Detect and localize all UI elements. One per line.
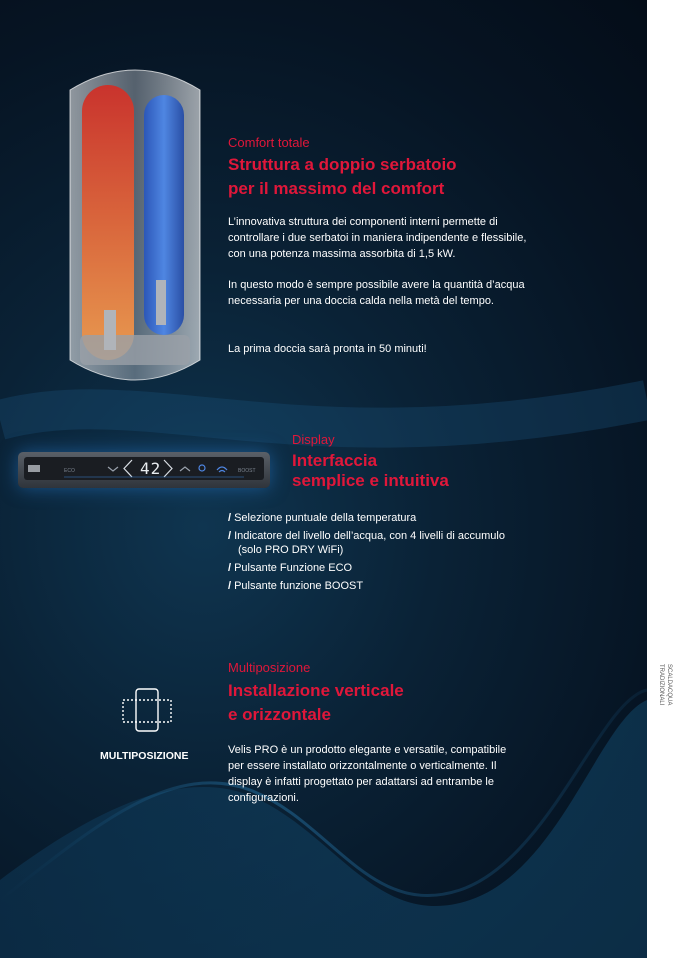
bullet-text: Indicatore del livello dell’acqua, con 4 livelli di accumulo (solo PRO DRY WiFi) xyxy=(234,530,505,556)
list-item xyxy=(228,561,528,575)
bullet-marker: / xyxy=(228,580,232,592)
display-headline: Interfaccia semplice e intuitiva xyxy=(292,451,449,490)
svg-text:BOOST: BOOST xyxy=(238,468,256,474)
comfort-paragraph-3: La prima doccia sarà pronta in 50 minuti! xyxy=(228,343,427,355)
comfort-paragraph-1: L’innovativa struttura dei componenti interni permette di controllare i due serbatoi in maniera indipendente e flessibile, con una potenza massima assorbita di 1,5 kW. xyxy=(228,216,527,260)
right-sidebar xyxy=(647,0,677,958)
display-features-list xyxy=(228,511,528,597)
bullet-text: Selezione puntuale della temperatura xyxy=(234,512,417,524)
water-heater-illustration xyxy=(60,60,210,390)
bullet-text: Pulsante Funzione ECO xyxy=(234,562,353,574)
comfort-headline: Struttura a doppio serbatoio per il massimo del comfort xyxy=(228,155,457,198)
control-panel-illustration xyxy=(18,452,270,488)
multiposition-kicker: Multiposizione xyxy=(228,660,311,675)
multiposition-paragraph: Velis PRO è un prodotto elegante e versatile, compatibile per essere installato orizzontalmente o verticalmente. Il display è infatti progettato per adattarsi ad entrambe le configurazioni. xyxy=(228,744,507,804)
comfort-kicker: Comfort totale xyxy=(228,135,310,150)
bullet-marker: / xyxy=(228,562,232,574)
svg-text:ECO: ECO xyxy=(64,468,75,474)
section-tab-label: SCALDACQUA TRADIZIONALI xyxy=(658,664,672,706)
multiposition-label: MULTIPOSIZIONE xyxy=(100,750,189,762)
list-item xyxy=(228,579,528,593)
list-item xyxy=(228,529,528,557)
list-item xyxy=(228,511,528,525)
bullet-text: Pulsante funzione BOOST xyxy=(234,580,364,592)
bullet-marker: / xyxy=(228,530,232,542)
multiposition-headline: Installazione verticale e orizzontale xyxy=(228,681,404,724)
display-kicker: Display xyxy=(292,432,335,447)
temperature-readout: 42 xyxy=(140,459,162,478)
multiposition-icon xyxy=(122,688,172,732)
bullet-marker: / xyxy=(228,512,232,524)
control-panel-screen xyxy=(24,457,264,480)
comfort-paragraph-2: In questo modo è sempre possibile avere la quantità d’acqua necessaria per una doccia calda nella metà del tempo. xyxy=(228,279,525,307)
